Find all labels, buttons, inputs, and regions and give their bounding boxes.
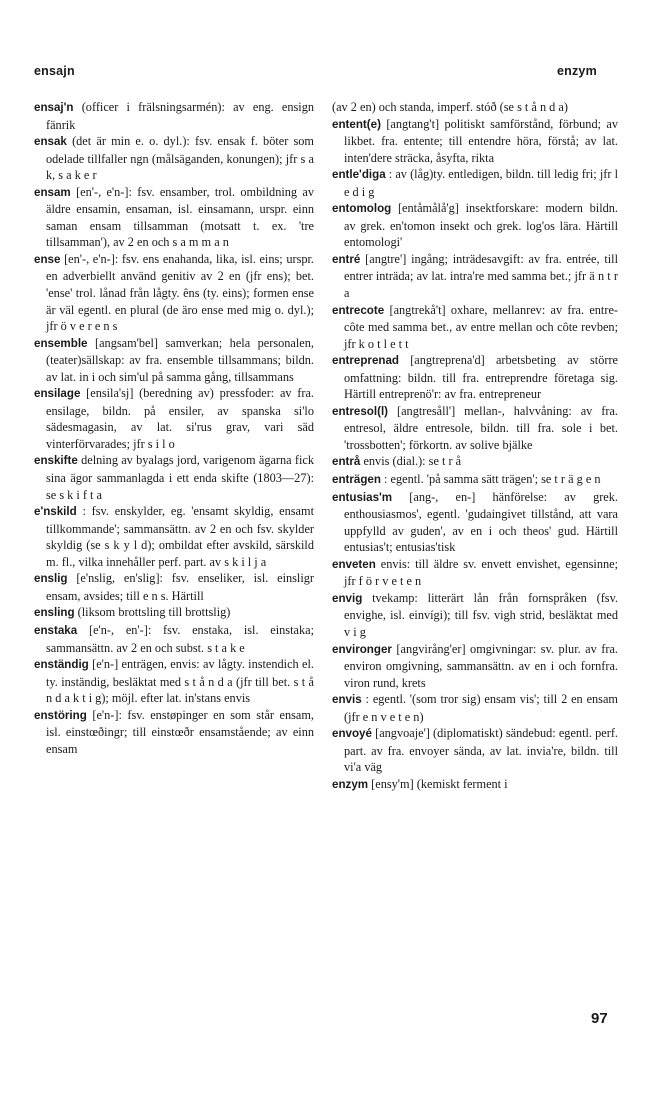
entry-definition: [angvoaje'] (diplomatiskt) sändebud: egentl. perf. part. av fra. envoyer sända, av lat. invia're, bildn. till vi'a väg [344, 726, 618, 775]
entry-headword: enstöring [34, 708, 87, 722]
dictionary-entry [332, 200, 618, 251]
entry-headword: enskifte [34, 454, 78, 468]
entry-definition: [ensila'sj] (beredning av) pressfoder: av fra. ensilage, bildn. på ensiler, av spanska si'lo sädesmagasin, av lat. si'rus grav, vari säd vinterförvarades; jfr s i l o [46, 386, 314, 451]
running-head-right: enzym [557, 64, 597, 78]
entry-headword: enzym [332, 777, 369, 791]
entry-definition: (det är min e. o. dyl.): fsv. ensak f. böter som odelade tillfaller ngn (målsäganden, konungen); jfr s a k, s a k e r [46, 134, 314, 183]
entry-headword: ensaj'n [34, 101, 74, 114]
dictionary-entry [34, 452, 314, 503]
entry-definition: (liksom brottsling till brottslig) [77, 605, 231, 620]
dictionary-entry [34, 503, 314, 570]
entry-headword: enträgen [332, 473, 381, 487]
entry-definition: : egentl. '(som tror sig) ensam vis'; till 2 en ensam (jfr e n v e t e n) [344, 692, 618, 724]
entry-definition: [angvirång'er] omgivningar: sv. plur. av fra. environ omgivning, sammansättn. av en i och fornfra. viron rund, krets [344, 641, 619, 690]
entry-definition: [ang-, en-] hänförelse: av grek. enthousiasmos', egentl. 'gudaingivet tillstånd, att vara uppfylld av guden', av en i och theos' gud. Härtill entusias't; entusias'tisk [344, 489, 618, 555]
entry-headword: enständig [34, 658, 89, 672]
dictionary-entry [332, 453, 618, 471]
dictionary-entry [332, 403, 618, 454]
dictionary-entry [332, 116, 618, 167]
dictionary-entry [332, 251, 618, 302]
entry-headword: e'nskild [34, 505, 77, 519]
entry-definition: [en'-, e'n-]: fsv. ensamber, trol. ombildning av äldre ensamin, ensaman, isl. einsamann, urspr. einn saman ensam tillsamman (motsatt t. ex. 'tre tillsamman'), av 2 en och s a m m a n [46, 184, 314, 250]
entry-definition: envis: till äldre sv. envett envishet, egensinne; jfr f ö r v e t e n [344, 556, 618, 589]
entry-headword: entresol(l) [332, 404, 389, 418]
entry-definition: [angtang't] politiskt samförstånd, förbund; av likbet. fra. entente; till entendre höra, förstå; av lat. inten'dere sträcka, åsyfta, rikta [344, 116, 618, 165]
entry-definition: [ensy'm] (kemiskt ferment i [371, 776, 508, 791]
entry-definition: [entåmålå'g] insektforskare: modern bildn. av grek. en'tomon insekt och grek. log'os lära. Härtill entomologi' [344, 201, 618, 250]
entry-headword: entent(e) [332, 117, 381, 131]
dictionary-entry [34, 570, 314, 604]
entry-headword: ensilage [34, 387, 81, 401]
dictionary-entry [332, 166, 618, 200]
entry-definition: [angtre'] ingång; inträdesavgift: av fra. entrée, till entrer inträda; av lat. intra're med samma bet.; jfr ä n t r a [344, 251, 619, 301]
dictionary-entry [332, 99, 618, 116]
dictionary-entry [332, 641, 618, 692]
entry-definition: [e'n-, en'-]: fsv. enstaka, isl. einstaka; sammansättn. av 2 en och subst. s t a k e [46, 622, 314, 655]
entry-headword: envig [332, 591, 363, 605]
entry-headword: entomolog [332, 202, 392, 216]
dictionary-entry [332, 302, 618, 353]
entry-headword: entré [332, 252, 361, 266]
entry-definition: [angsam'bel] samverkan; hela personalen, (teater)sällskap: av fra. ensemble tillsammans; bildn. av lat. in i och sim'ul på samma gång, tillsammans [46, 335, 314, 384]
entry-definition: : egentl. 'på samma sätt trägen'; se t r ä g e n [384, 472, 601, 487]
entry-headword: envoyé [332, 727, 372, 741]
entry-definition: [e'n-]: fsv. enstøpinger en som står ensam, isl. einstœðingr; till einstœðr ensamstående; av einn ensam [46, 707, 315, 756]
entry-headword: ensling [34, 606, 75, 620]
dictionary-entry [34, 385, 314, 452]
entry-headword: ensak [34, 135, 67, 149]
running-head-left: ensajn [34, 64, 75, 78]
dictionary-entry [34, 133, 314, 184]
entry-definition: envis (dial.): se t r å [363, 454, 462, 469]
entry-definition: [e'n-] enträgen, envis: av lågty. instendich el. ty. inständig, besläktat med s t å n d a (jfr till bet. s t å n d a k t i g); möjl. efter lat. in'stans envis [46, 657, 314, 706]
entry-headword: enstaka [34, 623, 78, 637]
entry-definition: [angtresåll'] mellan-, halvvåning: av fra. entresol, äldre entresole, bildn. till fra. sole i bet. 'trossbotten'; förkortn. av solive bjälke [344, 403, 618, 452]
entry-headword: environger [332, 642, 392, 656]
entry-headword: entusias'm [332, 490, 393, 504]
entry-definition: [angtrekå't] oxhare, mellanrev: av fra. entre-côte med samma bet., av entre mellan och côte revben; jfr k o t l e t t [344, 302, 619, 351]
dictionary-entry [34, 99, 314, 133]
entry-definition: : fsv. enskylder, eg. 'ensamt skyldig, ensamt tillkommande'; sammansättn. av 2 en och fsv. skylder skyldig (se s k y l d); ombildat efter avskild, särskild m. fl., vilka innehåller perf. part. av s k i l j a [46, 504, 314, 569]
entry-definition: (av 2 en) och standa, imperf. stóð (se s t å n d a) [332, 100, 568, 114]
dictionary-entry [332, 556, 618, 590]
dictionary-entry [332, 776, 618, 794]
dictionary-entry [34, 251, 314, 335]
entry-headword: ensam [34, 185, 71, 199]
entry-headword: enslig [34, 572, 68, 586]
dictionary-entry [332, 471, 618, 489]
dictionary-entry [34, 604, 314, 622]
dictionary-entry [34, 335, 314, 386]
right-column [332, 99, 618, 793]
entry-headword: enveten [332, 557, 376, 571]
entry-definition: : av (låg)ty. entledigen, bildn. till ledig fri; jfr l e d i g [344, 167, 619, 199]
dictionary-entry [332, 489, 618, 556]
page-number: 97 [591, 1010, 608, 1027]
entry-headword: entreprenad [332, 354, 400, 368]
entry-headword: envis [332, 693, 362, 707]
entry-definition: [en'-, e'n-]: fsv. ens enahanda, lika, isl. eins; urspr. en adverbiellt använd genitiv av 2 en (jfr ens); bet. 'ense' trol. lånad från lågty. êns (ty. eins); formen ense är väl egentl. en plural (de äro ense med mig o. dyl.); jfr ö v e r e n s [46, 251, 314, 334]
entry-definition: [e'nslig, en'slig]: fsv. enseliker, isl. einsligr ensam, avsides; till e n s. Härtill [46, 571, 314, 603]
dictionary-entry [332, 352, 618, 403]
entry-headword: entle'diga [332, 168, 386, 182]
entry-headword: ensemble [34, 336, 88, 350]
entry-headword: entrecote [332, 303, 385, 317]
dictionary-entry [332, 725, 618, 776]
entry-definition: [angtreprena'd] arbetsbeting av större omfattning: bildn. till fra. entreprendre företaga sig. Härtill entreprenö'r: av fra. entrepreneur [344, 353, 618, 402]
entry-headword: ense [34, 252, 61, 266]
entry-definition: delning av byalags jord, varigenom ägarna fick sina ägor sammanlagda i ett enda skifte (1803—27): se s k i f t a [46, 453, 315, 502]
dictionary-entry [34, 184, 314, 251]
dictionary-entry [34, 707, 314, 758]
dictionary-entry [332, 691, 618, 725]
dictionary-entry [34, 656, 314, 707]
left-column [34, 99, 314, 757]
entry-headword: entrå [332, 455, 361, 469]
entry-definition: (officer i frälsningsarmén): av eng. ensign fänrik [46, 100, 315, 132]
dictionary-entry [34, 622, 314, 656]
dictionary-entry [332, 590, 618, 641]
entry-definition: tvekamp: litterärt lån från fornspråken (fsv. envighe, isl. einvígi); till fsv. vigh strid, besläktat med v i g [344, 590, 619, 639]
